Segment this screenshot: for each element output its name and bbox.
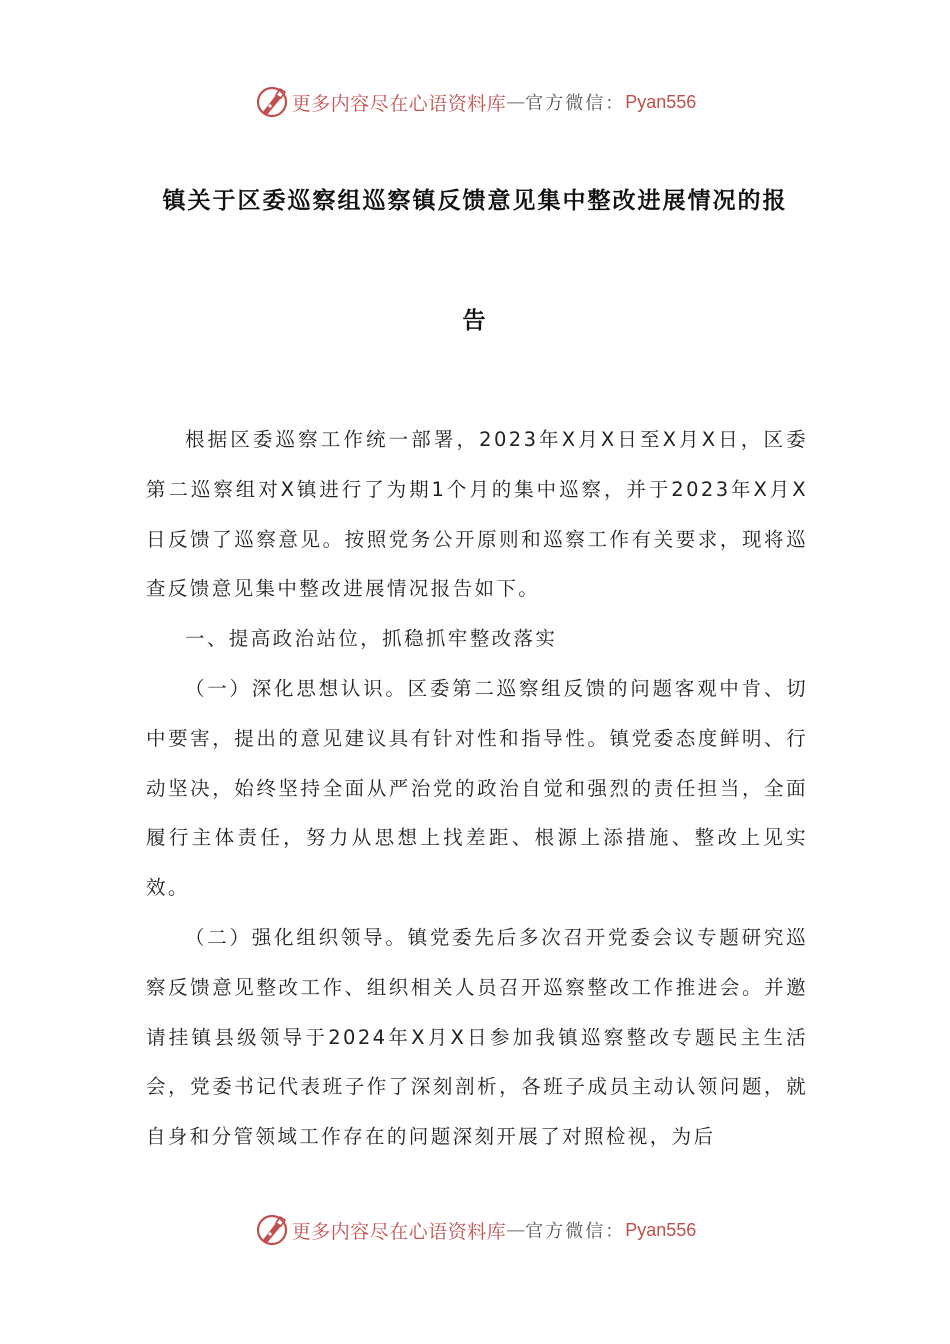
watermark-official-label: 官方微信： (525, 1221, 626, 1242)
paragraph-item-2: （二）强化组织领导。镇党委先后多次召开党委会议专题研究巡察反馈意见整改工作、组织相关人员召开巡察整改工作推进会。并邀请挂镇县级领导于2024年X月X日参加我镇巡察整改专题民主生活会，党委书记代表班子作了深刻剖析，各班子成员主动认领问题，就自身和分管领域工作存在的问题深刻开展了对照检视，为后 (146, 925, 808, 1149)
watermark-separator: — (506, 91, 526, 113)
paragraph-intro: 根据区委巡察工作统一部署，2023年X月X日至X月X日，区委第二巡察组对X镇进行了为期1个月的集中巡察，并于2023年X月X日反馈了巡察意见。按照党务公开原则和巡察工作有关要求，现将巡查反馈意见集中整改进展情况报告如下。 (146, 428, 808, 601)
watermark-brand-text: 更多内容尽在心语资料库 (291, 92, 507, 115)
watermark-separator: — (506, 1219, 526, 1241)
watermark-account: Pyan556 (625, 91, 697, 112)
paragraph-item-1: （一）深化思想认识。区委第二巡察组反馈的问题客观中肯、切中要害，提出的意见建议具有针对性和指导性。镇党委态度鲜明、行动坚决，始终坚持全面从严治党的政治自觉和强烈的责任担当，全面履行主体责任，努力从思想上找差距、根源上添措施、整改上见实效。 (146, 676, 808, 900)
pen-nib-icon (254, 1212, 290, 1248)
document-title-line2: 告 (462, 308, 488, 334)
document-body (146, 415, 808, 1162)
watermark-official-label: 官方微信： (525, 93, 626, 114)
document-title-line1: 镇关于区委巡察组巡察镇反馈意见集中整改进展情况的报 (162, 188, 788, 214)
watermark-account: Pyan556 (625, 1219, 697, 1240)
pen-nib-icon (254, 84, 290, 120)
watermark-banner-bottom (0, 1210, 950, 1250)
watermark-brand-text: 更多内容尽在心语资料库 (291, 1220, 507, 1243)
section-heading: 一、提高政治站位，抓稳抓牢整改落实 (185, 627, 558, 651)
watermark-banner-top (0, 82, 950, 122)
